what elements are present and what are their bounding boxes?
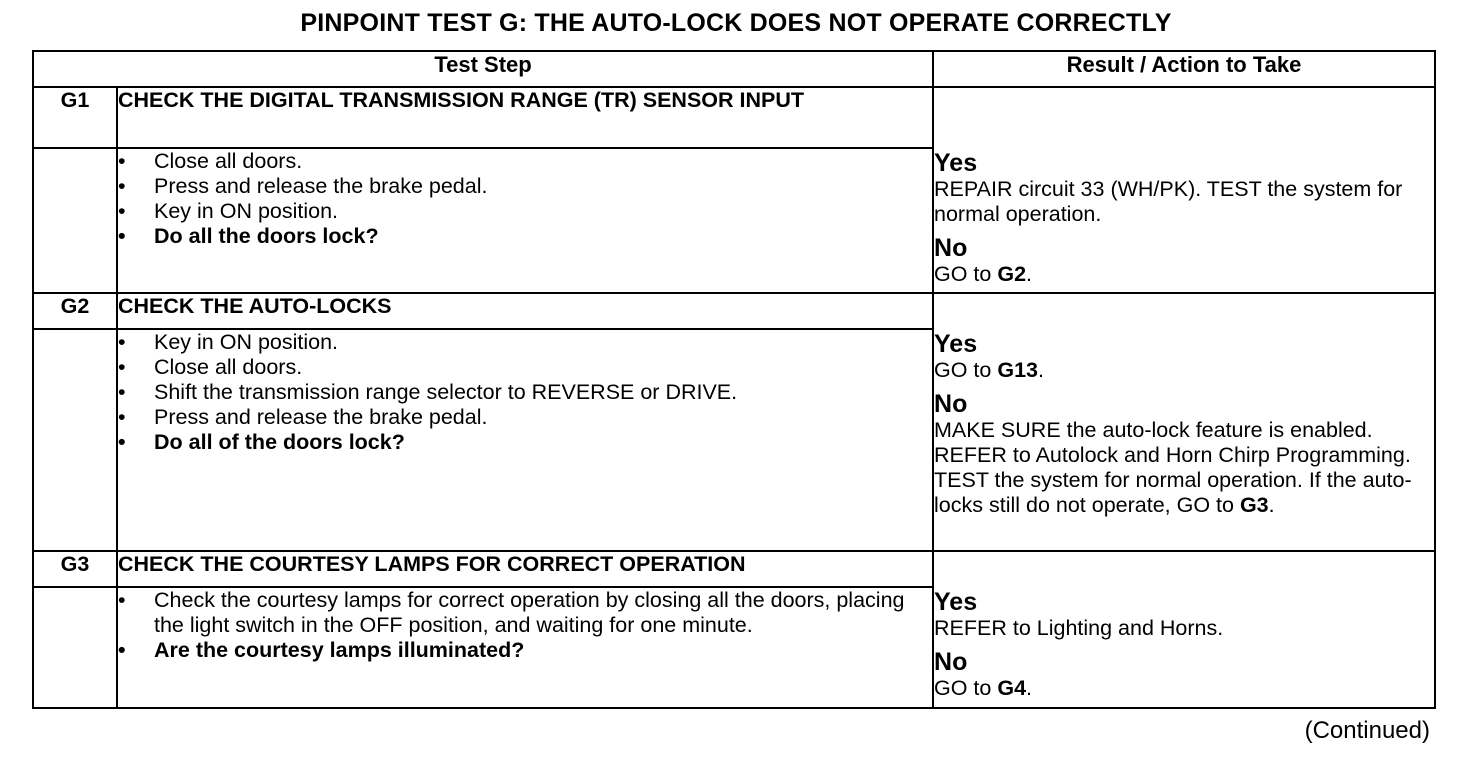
result-yes-text: REPAIR circuit 33 (WH/PK). TEST the system for normal operation.	[934, 177, 1403, 226]
step-title-row-g2	[33, 293, 1435, 329]
step-question: • Do all the doors lock?	[118, 224, 379, 248]
result-no-text: GO to G2.	[934, 262, 1033, 286]
column-header-test-step: Test Step	[33, 51, 933, 87]
step-body	[117, 148, 933, 293]
list-item: • Press and release the brake pedal.	[118, 405, 488, 429]
result-cell-g1	[933, 87, 1435, 293]
step-id: G3	[33, 551, 117, 587]
result-cell-g3	[933, 551, 1435, 708]
step-title-row-g1	[33, 87, 1435, 148]
continued-note: (Continued)	[1304, 717, 1430, 744]
result-yes-label: Yes	[934, 330, 978, 358]
step-question: • Are the courtesy lamps illuminated?	[118, 638, 525, 662]
step-title-row-g3	[33, 551, 1435, 587]
step-question: • Do all of the doors lock?	[118, 430, 405, 454]
step-id: G1	[33, 87, 117, 148]
page-title: PINPOINT TEST G: THE AUTO-LOCK DOES NOT OPERATE CORRECTLY	[300, 9, 1172, 37]
column-header-result: Result / Action to Take	[933, 51, 1435, 87]
result-no-label: No	[934, 234, 968, 262]
step-title: CHECK THE DIGITAL TRANSMISSION RANGE (TR) SENSOR INPUT	[117, 87, 933, 148]
step-title: CHECK THE COURTESY LAMPS FOR CORRECT OPERATION	[117, 551, 933, 587]
list-item: • Check the courtesy lamps for correct operation by closing all the doors, placing the light switch in the OFF position, and waiting for one minute.	[118, 588, 905, 637]
result-yes-label: Yes	[934, 149, 978, 177]
step-title: CHECK THE AUTO-LOCKS	[117, 293, 933, 329]
result-no-label: No	[934, 648, 968, 676]
table-header-row	[33, 51, 1435, 87]
step-id: G2	[33, 293, 117, 329]
list-item: • Close all doors.	[118, 149, 303, 173]
result-cell-g2	[933, 293, 1435, 551]
result-yes-label: Yes	[934, 588, 978, 616]
result-yes-text: REFER to Lighting and Horns.	[934, 616, 1224, 640]
step-body	[117, 587, 933, 708]
result-no-text: MAKE SURE the auto-lock feature is enabled. REFER to Autolock and Horn Chirp Programming. TEST the system for normal operation. If the auto-locks still do not operate, GO to G3.	[934, 418, 1412, 517]
result-no-label: No	[934, 390, 968, 418]
result-yes-text: GO to G13.	[934, 358, 1044, 382]
step-body	[117, 329, 933, 551]
result-no-text: GO to G4.	[934, 676, 1033, 700]
list-item: • Key in ON position.	[118, 199, 339, 223]
list-item: • Key in ON position.	[118, 330, 339, 354]
pinpoint-test-table	[32, 50, 1436, 709]
list-item: • Close all doors.	[118, 355, 303, 379]
list-item: • Press and release the brake pedal.	[118, 174, 488, 198]
list-item: • Shift the transmission range selector to REVERSE or DRIVE.	[118, 380, 738, 404]
